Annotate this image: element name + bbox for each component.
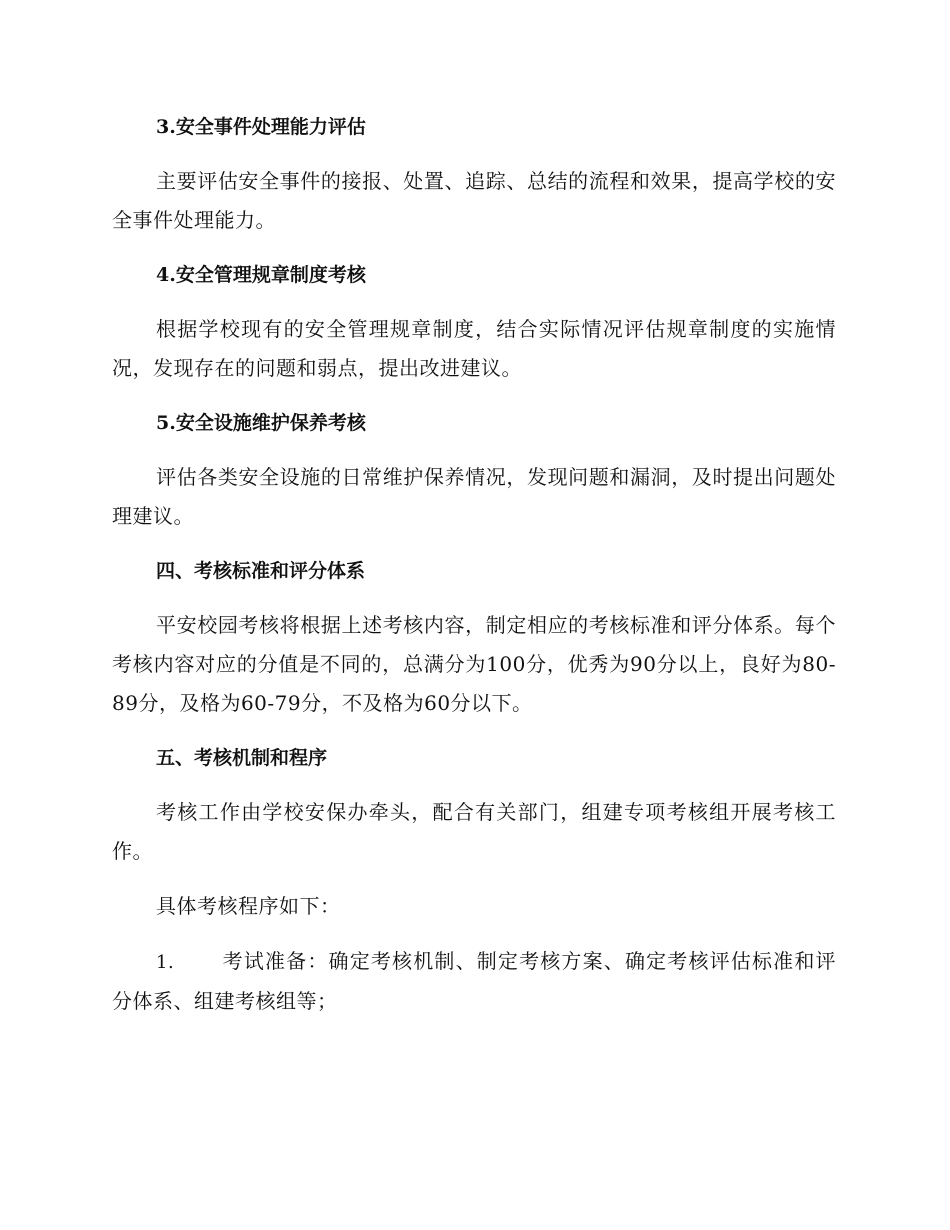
section-heading-4: 4.安全管理规章制度考核	[156, 264, 366, 286]
chapter-paragraph-five-2: 具体考核程序如下：	[156, 894, 341, 918]
list-item-number: 1.	[156, 952, 175, 973]
chapter-heading-five: 五、考核机制和程序	[156, 747, 328, 769]
section-heading-3: 3.安全事件处理能力评估	[156, 116, 366, 138]
section-paragraph-3: 主要评估安全事件的接报、处置、追踪、总结的流程和效果，提高学校的安全事件处理能力。	[112, 169, 836, 232]
section-heading-5: 5.安全设施维护保养考核	[156, 412, 366, 434]
section-paragraph-5: 评估各类安全设施的日常维护保养情况，发现问题和漏洞，及时提出问题处理建议。	[112, 465, 836, 528]
chapter-paragraph-four: 平安校园考核将根据上述考核内容，制定相应的考核标准和评分体系。每个考核内容对应的分值是不同的，总满分为100分，优秀为90分以上，良好为80-89分，及格为60-79分，不及格为60分以下。	[112, 613, 836, 715]
chapter-heading-four: 四、考核标准和评分体系	[156, 560, 366, 582]
section-paragraph-4: 根据学校现有的安全管理规章制度，结合实际情况评估规章制度的实施情况，发现存在的问题和弱点，提出改进建议。	[112, 317, 836, 380]
list-item	[112, 942, 836, 1021]
chapter-paragraph-five-1: 考核工作由学校安保办牵头，配合有关部门，组建专项考核组开展考核工作。	[112, 800, 836, 863]
document-body	[112, 108, 836, 1021]
list-item-text: 考试准备：确定考核机制、制定考核方案、确定考核评估标准和评分体系、组建考核组等；	[112, 949, 836, 1013]
